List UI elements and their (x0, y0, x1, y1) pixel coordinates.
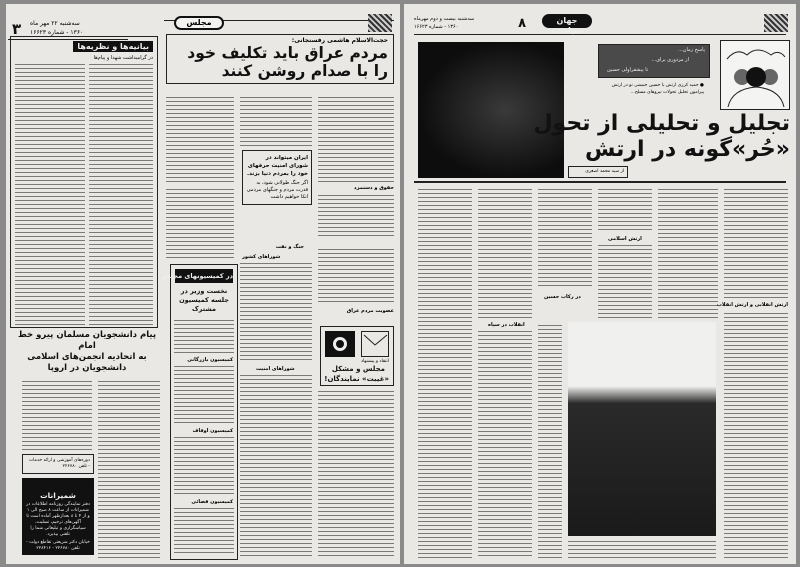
subhead: ارتش اسلامی (608, 236, 642, 242)
main-headline-box (166, 34, 394, 84)
ad-title-2: شمیرانات (40, 491, 76, 500)
subhead: کمیسیون بازرگانی (187, 357, 233, 363)
mailbox-icon (325, 331, 355, 357)
ad-title: شهروندان گرامی (25, 481, 90, 490)
page-number: ۳ (12, 20, 22, 38)
students-headline-2: به اتحادیه انجمن‌های اسلامی دانشجویان در اروپا (27, 352, 147, 373)
page-number: ۸ (518, 16, 526, 31)
caption-box (598, 44, 710, 78)
date: سه‌شنبه بیست و دوم مهرماه (414, 16, 475, 22)
newspaper-logo (764, 14, 788, 32)
subhead: شوراهای کشور (242, 254, 281, 260)
notice-text: دوره‌های آموزشی و ارائه خدمات - تلفن ۲۲۶۷۸۰ (28, 458, 90, 469)
subhead: شوراهای امنیت (256, 366, 295, 372)
quote-box (242, 150, 312, 205)
photo-top (418, 42, 564, 178)
headline-kicker: حجت‌الاسلام هاشمی رفسنجانی: (291, 37, 388, 44)
byline-box (568, 166, 628, 178)
statements-box (10, 36, 158, 328)
left-newspaper-page (6, 4, 400, 564)
notice-box (22, 454, 94, 474)
lede-text: ● حمید کرزی ارتش با حسین جنبشی نو در ارتش پیرامون تحلیل تحولات نیروهای مسلح... (611, 83, 704, 95)
subhead: جنگ و نفت (275, 244, 304, 250)
subhead: کمیسیون قضائی (191, 499, 233, 505)
statements-subtitle: در گرامیداشت شهدا و پیام‌ها (93, 55, 153, 61)
mailbox-headline-2: «غیبت» نمایندگان! (324, 375, 389, 383)
newspaper-logo (368, 14, 392, 32)
subhead: کمیسیون اوقاف (192, 428, 233, 434)
mailbox-box (320, 326, 394, 386)
main-headline: مردم عراق باید تکلیف خود را با صدام روشن کنند (187, 44, 388, 80)
right-page-dateline (414, 16, 526, 32)
photo-bottom (568, 322, 716, 536)
mailbox-caption: انتقاد و پیشنهاد (361, 359, 389, 364)
subhead: عضویت مردم عراق (346, 308, 394, 314)
subhead: ارتش انقلابی و ارتش انقلاب (716, 302, 788, 308)
subhead: در رکاب حسین (544, 294, 581, 300)
main-headline: تجلیل و تحلیلی از تحول (533, 111, 790, 136)
issue-number: ۱۳۶۰ - شماره ۱۶۶۲۳ (414, 24, 459, 30)
caption-line: از مزدوری برای... (651, 57, 689, 63)
advertisement (22, 478, 94, 555)
cartoon-illustration (720, 40, 790, 110)
date: سه‌شنبه ۲۲ مهر ماه (30, 20, 80, 27)
quote-text: اگر جنگ طولانی شود، به قدرت مردم و جنگهای مردمی اتکا خواهیم داشت (246, 180, 308, 200)
section-label: مجلس (174, 16, 224, 30)
commissions-title: در کمیسیونهای مجلس (175, 269, 233, 283)
subhead: حقوق و دستمزد (354, 185, 394, 191)
issue-number: ۱۳۶۰ - شماره ۱۶۶۲۳ (30, 29, 84, 36)
commissions-box (161, 264, 238, 560)
students-headline-block (12, 330, 162, 374)
quote-title: ایران میتواند در شورای امنیت حرفهای خود را بمردم دنیا بزند. (247, 155, 308, 177)
commissions-headline: نخست وزیر در جلسه کمیسیون مشترک (179, 287, 229, 313)
students-headline: پیام دانشجویان مسلمان پیرو خط امام (17, 330, 157, 351)
caption-line: تا پیشقراولی حسین (607, 67, 649, 73)
caption-line: پاسخ زمان... (678, 47, 705, 53)
statements-title: بیانیه‌ها و نظریه‌ها (73, 41, 153, 52)
envelope-icon (361, 331, 389, 357)
section-label: جهان سیاست (542, 14, 592, 28)
mailbox-headline: مجلس و مشکل (331, 365, 385, 373)
ad-body: دفتر نمایندگی روزنامه اطلاعات در شمیرانات از ساعت ۸ صبح الی ۱ و از ۴ تا ۸ بعدازظهر آماده است تا آگهی‌های ترحیم، تسلیت، سپاسگزاری و تبلیغاتی شما را تلفنی بپذیرد. (26, 502, 90, 537)
byline: از سید محمد اصغری (585, 169, 624, 174)
main-headline-2: «حُر»گونه در ارتش (585, 137, 790, 162)
right-newspaper-page (404, 4, 796, 564)
ad-address: خیابان دکتر شریعتی تقاطع دولت - تلفن ۲۲۶۷۸۰ - ۲۲۸۴۱۶ (26, 540, 90, 551)
subhead: انقلاب در سپاه (488, 322, 525, 328)
